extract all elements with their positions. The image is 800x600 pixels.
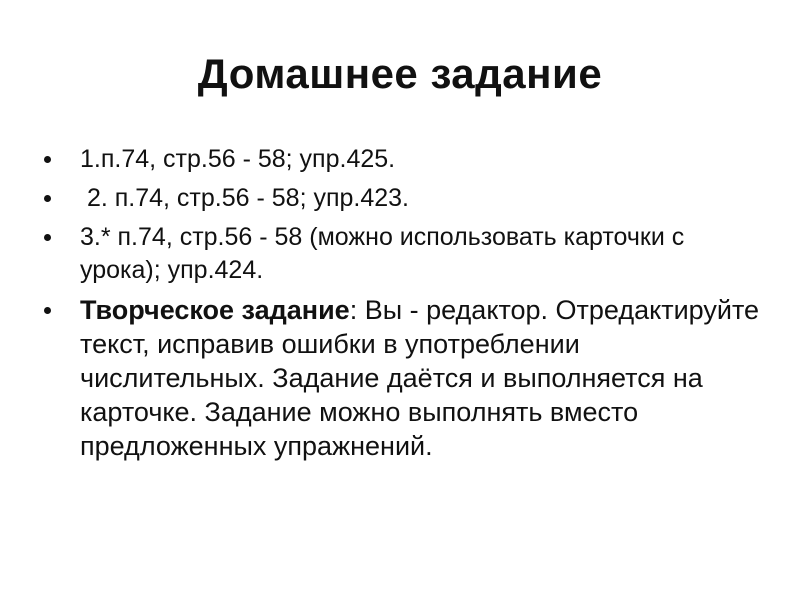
bullet-dot-icon xyxy=(44,307,51,314)
creative-task-label: Творческое задание xyxy=(80,295,350,325)
bullet-dot-icon xyxy=(44,234,51,241)
creative-task-text: : Вы - редактор. Отредактируйте текст, исправив ошибки в употреблении числительных. Задание даётся и выполняется на карточке. Задание можно выполнять вместо предложенных упражнений. xyxy=(80,295,760,461)
list-item xyxy=(44,143,764,176)
list-item xyxy=(44,221,764,287)
bullet-dot-icon xyxy=(44,195,51,202)
list-item-creative-task xyxy=(44,293,764,463)
list-item xyxy=(44,182,764,215)
list-item-text: 3.* п.74, стр.56 - 58 (можно использовать карточки с урока); упр.424. xyxy=(80,223,685,284)
bullet-dot-icon xyxy=(44,156,51,163)
list-item-text: 1.п.74, стр.56 - 58; упр.425. xyxy=(80,145,396,173)
list-item-text: 2. п.74, стр.56 - 58; упр.423. xyxy=(80,184,409,212)
homework-list xyxy=(44,143,764,469)
slide-title: Домашнее задание xyxy=(197,50,603,97)
